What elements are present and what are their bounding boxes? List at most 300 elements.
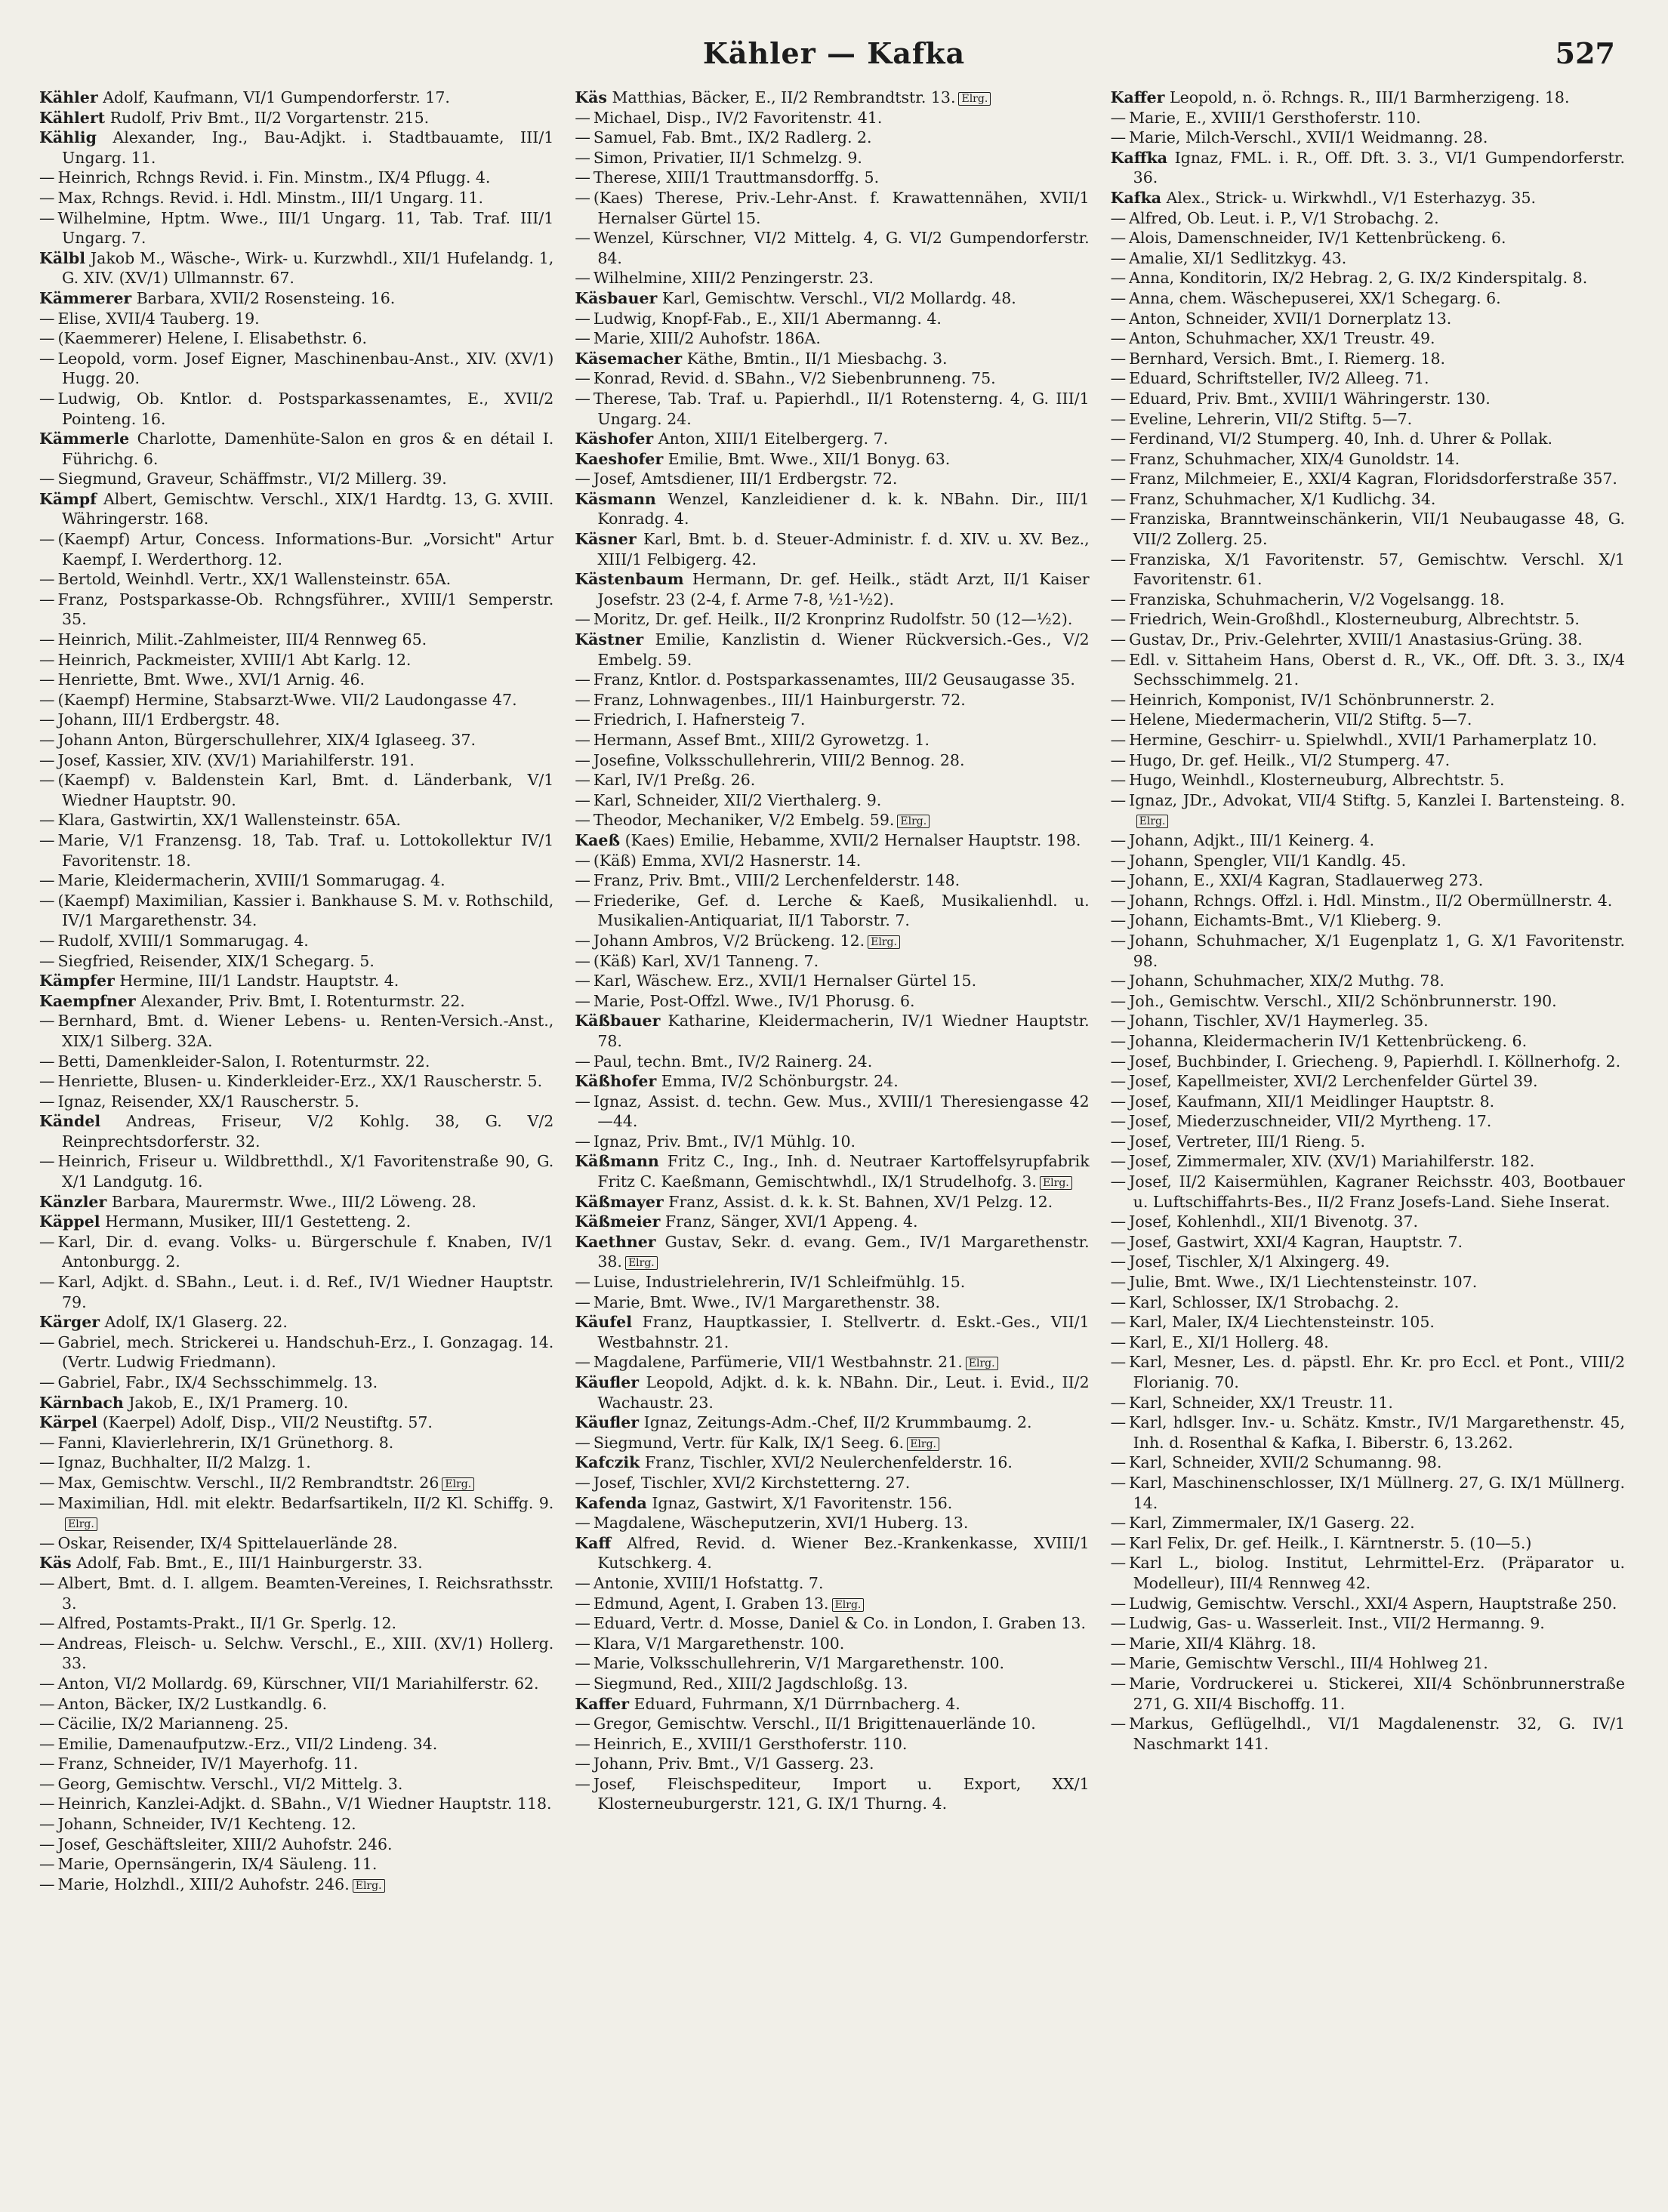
entry-text: Karl L., biolog. Institut, Lehrmittel-Erz. (Präparator u. Modelleur), III/4 Rennweg 42. [1129,1554,1625,1592]
entry-repeat-dash: — [1110,470,1127,488]
directory-entry [575,1573,1089,1594]
entry-repeat-dash: — [39,1433,55,1452]
directory-entry [575,1653,1089,1674]
directory-entry [1111,1252,1625,1272]
entry-text: Anton, VI/2 Mollardg. 69, Kürschner, VII/1 Mariahilferstr. 62. [57,1674,539,1693]
entry-surname: Kästner [575,630,644,649]
entry-repeat-dash: — [1110,1554,1127,1573]
entry-text: Heinrich, E., XVIII/1 Gersthoferstr. 110. [593,1734,908,1753]
entry-repeat-dash: — [39,208,55,227]
entry-text: (Käß) Karl, XV/1 Tanneng. 7. [593,951,819,970]
entry-text: Anton, Schuhmacher, XX/1 Treustr. 49. [1129,329,1435,348]
directory-entry [575,991,1089,1012]
directory-entry [1111,851,1625,871]
directory-entry [1111,1553,1625,1593]
directory-entry [575,1372,1089,1413]
entry-text: Max, Rchngs. Revid. i. Hdl. Minstm., III/1 Ungarg. 11. [57,188,483,207]
entry-text: Josef, Fleischspediteur, Import u. Export, XX/1 Klosterneuburgerstr. 121, G. IX/1 Thurng. 4. [593,1774,1090,1813]
entry-text: Josef, Zimmermaler, XIV. (XV/1) Mariahilferstr. 182. [1129,1152,1535,1171]
entry-text: Ignaz, Buchhalter, II/2 Malzg. 1. [57,1453,311,1472]
entry-text: Ferdinand, VI/2 Stumperg. 40, Inh. d. Uhrer & Pollak. [1129,430,1553,448]
entry-text: Josef, Kohlenhdl., XII/1 Bivenotg. 37. [1129,1212,1419,1231]
entry-surname: Käßbauer [575,1012,661,1031]
entry-repeat-dash: — [575,309,590,328]
entry-text: Karl, E., XI/1 Hollerg. 48. [1129,1332,1329,1351]
entry-text: Jakob, E., IX/1 Pramerg. 10. [128,1393,349,1412]
directory-entry [39,991,553,1012]
entry-repeat-dash: — [1110,128,1127,147]
entry-text: Adolf, Fab. Bmt., E., III/1 Hainburgerstr. 33. [76,1554,423,1573]
directory-entry [39,1011,553,1051]
entry-text: Johann, Eichamts-Bmt., V/1 Klieberg. 9. [1129,911,1442,930]
entry-badge: Elrg. [1040,1176,1072,1190]
directory-entry [1111,349,1625,369]
directory-entry [575,1272,1089,1292]
entry-repeat-dash: — [1110,610,1127,629]
entry-repeat-dash: — [39,750,55,769]
entry-repeat-dash: — [39,168,55,187]
entry-text: Katharine, Kleidermacherin, IV/1 Wiedner Hauptstr. 78. [597,1012,1090,1050]
directory-entry [1111,188,1625,208]
entry-text: Franz, Sänger, XVI/1 Appeng. 4. [664,1212,918,1231]
directory-entry [1111,288,1625,309]
entry-repeat-dash: — [575,329,590,348]
entry-repeat-dash: — [1110,590,1127,608]
entry-text: Johann, Rchngs. Offzl. i. Hdl. Minstm., II/2 Obermüllnerstr. 4. [1129,891,1613,910]
entry-repeat-dash: — [575,389,590,408]
entry-repeat-dash: — [1110,972,1127,990]
entry-text: (Kaes) Therese, Priv.-Lehr-Anst. f. Krawattennähen, XVII/1 Hernalser Gürtel 15. [593,188,1090,227]
entry-text: Hermine, III/1 Landstr. Hauptstr. 4. [119,972,399,990]
directory-entry [39,489,553,529]
entry-repeat-dash: — [575,369,590,388]
entry-repeat-dash: — [1110,369,1127,388]
entry-text: Heinrich, Komponist, IV/1 Schönbrunnerstr. 2. [1129,690,1495,709]
entry-text: Alfred, Ob. Leut. i. P., V/1 Strobachg. 2. [1129,208,1439,227]
directory-entry [1111,1513,1625,1533]
directory-entry [39,931,553,951]
directory-entry [1111,609,1625,630]
entry-text: (Kaempf) Artur, Concess. Informations-Bur. „Vorsicht" Artur Kaempf, I. Werderthorg. 12. [57,530,554,568]
entry-text: Siegmund, Graveur, Schäffmstr., VI/2 Millerg. 39. [57,470,447,488]
entry-text: Josef, Geschäftsleiter, XIII/2 Auhofstr. 246. [57,1835,393,1853]
entry-surname: Kärger [39,1313,100,1332]
entry-text: Wilhelmine, XIII/2 Penzingerstr. 23. [593,269,874,288]
directory-entry [1111,1052,1625,1072]
directory-entry [39,1613,553,1634]
entry-text: Franziska, Schuhmacherin, V/2 Vogelsangg. 18. [1129,590,1505,608]
directory-entry [575,851,1089,871]
entry-repeat-dash: — [575,710,590,729]
entry-text: Ludwig, Gas- u. Wasserleit. Inst., VII/2 Hermanng. 9. [1129,1614,1545,1633]
directory-entry [1111,1714,1625,1754]
entry-repeat-dash: — [39,1232,55,1251]
directory-entry [39,710,553,730]
directory-entry [1111,590,1625,610]
directory-entry [575,1613,1089,1634]
entry-surname: Kaffka [1110,148,1168,167]
directory-entry [575,951,1089,972]
entry-repeat-dash: — [39,1373,55,1391]
entry-text: Karl, IV/1 Preßg. 26. [593,771,756,790]
entry-text: Josefine, Volksschullehrerin, VIII/2 Bennog. 28. [593,750,965,769]
directory-entry [575,1292,1089,1313]
entry-repeat-dash: — [1110,329,1127,348]
entry-repeat-dash: — [575,871,590,890]
entry-surname: Käs [575,88,607,106]
directory-entry [1111,991,1625,1012]
entry-repeat-dash: — [1110,911,1127,930]
entry-text: Eduard, Fuhrmann, X/1 Dürrnbacherg. 4. [634,1694,960,1713]
entry-text: Johann, Schneider, IV/1 Kechteng. 12. [57,1815,356,1834]
directory-entry [39,1835,553,1855]
entry-repeat-dash: — [575,1433,590,1452]
entry-repeat-dash: — [39,670,55,689]
entry-surname: Känzler [39,1192,107,1211]
entry-badge: Elrg. [868,935,900,949]
directory-entry [575,770,1089,790]
entry-text: Charlotte, Damenhüte-Salon en gros & en détail I. Führichg. 6. [62,430,554,468]
entry-repeat-dash: — [575,731,590,749]
directory-entry [575,88,1089,108]
entry-repeat-dash: — [39,590,55,608]
entry-text: Elise, XVII/4 Tauberg. 19. [57,309,260,328]
entry-badge: Elrg. [958,92,991,106]
directory-entry [1111,429,1625,449]
entry-text: Franz, Milchmeier, E., XXI/4 Kagran, Floridsdorferstraße 357. [1129,470,1617,488]
directory-entry [39,770,553,810]
directory-entry [1111,1634,1625,1654]
directory-entry [1111,1111,1625,1132]
entry-repeat-dash: — [575,931,590,950]
directory-entry [1111,730,1625,750]
entry-repeat-dash: — [39,1734,55,1753]
entry-text: Hermann, Assef Bmt., XIII/2 Gyrowetzg. 1. [593,731,930,749]
entry-repeat-dash: — [39,1453,55,1472]
directory-entry [575,750,1089,771]
entry-text: Ludwig, Ob. Kntlor. d. Postsparkassenamtes, E., XVII/2 Pointeng. 16. [57,389,554,428]
entry-repeat-dash: — [1110,1353,1127,1372]
entry-repeat-dash: — [575,790,590,809]
entry-text: Emilie, Damenaufputzw.-Erz., VII/2 Lindeng. 34. [57,1734,438,1753]
directory-entry [575,1132,1089,1152]
entry-surname: Kändel [39,1112,101,1131]
entry-text: Simon, Privatier, II/1 Schmelzg. 9. [593,148,862,167]
entry-repeat-dash: — [39,1674,55,1693]
entry-repeat-dash: — [575,1654,590,1673]
entry-text: Klara, V/1 Margarethenstr. 100. [593,1634,845,1653]
entry-text: Siegfried, Reisender, XIX/1 Schegarg. 5. [57,951,375,970]
entry-text: Karl, Schneider, XVII/2 Schumanng. 98. [1129,1453,1442,1472]
entry-text: Marie, Vordruckerei u. Stickerei, XII/4 Schönbrunnerstraße 271, G. XII/4 Bischoffg. 11. [1129,1674,1625,1713]
directory-entry [39,830,553,870]
directory-entry [39,569,553,590]
entry-text: Rudolf, Priv Bmt., II/2 Vorgartenstr. 215. [109,108,430,127]
entry-text: Karl, Maschinenschlosser, IX/1 Müllnerg. 27, G. IX/1 Müllnerg. 14. [1129,1473,1625,1512]
entry-text: Marie, E., XVIII/1 Gersthoferstr. 110. [1129,108,1421,127]
directory-entry [1111,208,1625,229]
directory-entry [575,489,1089,529]
entry-text: Hermann, Musiker, III/1 Gestetteng. 2. [105,1212,412,1231]
directory-entry [1111,891,1625,911]
entry-text: Ignaz, JDr., Advokat, VII/4 Stiftg. 5, Kanzlei I. Bartensteing. 8. [1129,790,1625,809]
entry-text: Johann, Spengler, VII/1 Kandlg. 45. [1129,851,1407,870]
entry-repeat-dash: — [1110,710,1127,729]
directory-entry [575,569,1089,609]
directory-entry [1111,650,1625,690]
entry-text: Franz, Lohnwagenbes., III/1 Hainburgerstr. 72. [593,690,966,709]
entry-text: Karl, Gemischtw. Verschl., VI/2 Mollardg. 48. [661,288,1016,307]
entry-repeat-dash: — [1110,650,1127,669]
entry-repeat-dash: — [575,670,590,689]
entry-repeat-dash: — [1110,1273,1127,1292]
entry-text: Hugo, Weinhdl., Klosterneuburg, Albrechtstr. 5. [1129,771,1505,790]
entry-repeat-dash: — [1110,871,1127,890]
entry-text: Alex., Strick- u. Wirkwhdl., V/1 Esterhazyg. 35. [1166,188,1537,207]
entry-text: Michael, Disp., IV/2 Favoritenstr. 41. [593,108,883,127]
directory-entry [1111,469,1625,489]
entry-repeat-dash: — [575,1132,590,1151]
directory-entry [1111,1172,1625,1212]
entry-text: Rudolf, XVIII/1 Sommarugag. 4. [57,931,309,950]
entry-repeat-dash: — [575,1092,590,1111]
directory-entry [1111,1653,1625,1674]
directory-entry [575,670,1089,690]
entry-text: Edl. v. Sittaheim Hans, Oberst d. R., VK., Off. Dft. 3. 3., IX/4 Sechsschimmelg. 21. [1129,650,1625,689]
entry-repeat-dash: — [575,750,590,769]
entry-repeat-dash: — [575,1674,590,1693]
directory-entry [39,1533,553,1554]
entry-text: Emma, IV/2 Schönburgstr. 24. [661,1072,899,1091]
entry-repeat-dash: — [575,168,590,187]
entry-text: Therese, Tab. Traf. u. Papierhdl., II/1 Rotensterng. 4, G. III/1 Ungarg. 24. [593,389,1090,428]
directory-entry [39,1694,553,1714]
entry-text: Georg, Gemischtw. Verschl., VI/2 Mittelg. 3. [57,1774,403,1793]
directory-entry [39,1151,553,1191]
entry-repeat-dash: — [39,1092,55,1111]
entry-repeat-dash: — [39,1835,55,1853]
column-middle [575,88,1089,2194]
directory-entry [39,208,553,248]
directory-entry [575,1533,1089,1573]
directory-entry [575,730,1089,750]
directory-entry [39,1553,553,1573]
directory-entry [39,1453,553,1473]
directory-entry [39,1714,553,1734]
directory-entry [39,248,553,288]
entry-text: Eduard, Priv. Bmt., XVIII/1 Währingerstr. 130. [1129,389,1491,408]
directory-entry [1111,931,1625,971]
directory-entry [575,108,1089,128]
directory-entry [575,148,1089,168]
entry-repeat-dash: — [1110,1052,1127,1071]
entry-repeat-dash: — [1110,389,1127,408]
directory-entry [575,1473,1089,1493]
entry-repeat-dash: — [1110,931,1127,950]
entry-surname: Käufel [575,1313,632,1332]
entry-text: Edmund, Agent, I. Graben 13. [593,1594,829,1613]
directory-entry [575,931,1089,951]
directory-entry [1111,870,1625,891]
directory-entry [575,1352,1089,1372]
directory-entry [1111,389,1625,409]
entry-text: Johann Anton, Bürgerschullehrer, XIX/4 Iglaseeg. 37. [57,731,476,749]
directory-entry [575,1071,1089,1092]
entry-text: Amalie, XI/1 Sedlitzkyg. 43. [1129,248,1347,267]
directory-entry [39,1674,553,1694]
directory-entry [39,630,553,650]
entry-repeat-dash: — [1110,1413,1127,1432]
entry-surname: Kämpf [39,489,97,508]
directory-entry [39,168,553,188]
entry-text: (Kaempf) v. Baldenstein Karl, Bmt. d. Länderbank, V/1 Wiedner Hauptstr. 90. [57,771,554,809]
entry-text: Franz, Schneider, IV/1 Mayerhofg. 11. [57,1755,359,1773]
entry-surname: Käufler [575,1373,640,1391]
entry-text: Therese, XIII/1 Trauttmansdorffg. 5. [593,168,880,187]
entry-text: Gabriel, mech. Strickerei u. Handschuh-Erz., I. Gonzagag. 14. (Vertr. Ludwig Friedmann). [57,1332,554,1372]
entry-repeat-dash: — [575,1714,590,1733]
entry-surname: Käßmayer [575,1192,664,1211]
directory-entry [575,1714,1089,1734]
directory-entry [1111,1151,1625,1172]
entry-repeat-dash: — [1110,891,1127,910]
entry-repeat-dash: — [575,1634,590,1653]
entry-text: Magdalene, Wäscheputzerin, XVI/1 Huberg. 13. [593,1514,969,1533]
entry-text: Adolf, Kaufmann, VI/1 Gumpendorferstr. 17. [103,88,450,106]
entry-text: Marie, Opernsängerin, IX/4 Säuleng. 11. [57,1855,378,1874]
entry-repeat-dash: — [1110,1292,1127,1311]
directory-entry [1111,1132,1625,1152]
entry-repeat-dash: — [575,1292,590,1311]
entry-text: Antonie, XVIII/1 Hofstattg. 7. [593,1573,824,1592]
entry-repeat-dash: — [39,470,55,488]
directory-entry [575,1092,1089,1132]
entry-text: Johann, E., XXI/4 Kagran, Stadlauerweg 273. [1129,871,1484,890]
entry-text: Franz, Hauptkassier, I. Stellvertr. d. Eskt.-Ges., VII/1 Westbahnstr. 21. [597,1313,1090,1351]
entry-text: Magdalene, Parfümerie, VII/1 Westbahnstr. 21. [593,1353,963,1372]
entry-text: Heinrich, Rchngs Revid. i. Fin. Minstm., IX/4 Pflugg. 4. [57,168,491,187]
entry-repeat-dash: — [39,891,55,910]
entry-text: Karl, Schneider, XX/1 Treustr. 11. [1129,1393,1393,1412]
entry-text: Hermine, Geschirr- u. Spielwhdl., XVII/1 Parhamerplatz 10. [1129,731,1598,749]
directory-entry [575,288,1089,309]
entry-repeat-dash: — [1110,1031,1127,1050]
entry-repeat-dash: — [575,771,590,790]
entry-repeat-dash: — [1110,288,1127,307]
entry-text: Albert, Gemischtw. Verschl., XIX/1 Hardtg. 13, G. XVIII. Währingerstr. 168. [62,489,554,528]
entry-repeat-dash: — [1110,1514,1127,1533]
directory-entry [575,1513,1089,1533]
directory-entry [575,790,1089,811]
directory-entry [575,830,1089,851]
entry-repeat-dash: — [1110,1634,1127,1653]
entry-text: Marie, XIII/2 Auhofstr. 186A. [593,329,821,348]
directory-entry [1111,309,1625,329]
entry-repeat-dash: — [1110,1614,1127,1633]
directory-entry [39,870,553,891]
entry-repeat-dash: — [575,229,590,248]
directory-entry [575,891,1089,931]
directory-entry [39,288,553,309]
directory-entry [1111,1413,1625,1453]
entry-text: Johann, Priv. Bmt., V/1 Gasserg. 23. [593,1755,874,1773]
directory-entry [39,1473,553,1493]
entry-repeat-dash: — [1110,449,1127,468]
entry-surname: Kafka [1110,188,1162,207]
entry-repeat-dash: — [575,148,590,167]
entry-repeat-dash: — [575,991,590,1010]
directory-entry [39,1875,553,1895]
entry-repeat-dash: — [1110,489,1127,508]
entry-text: Friederike, Gef. d. Lerche & Kaeß, Musikalienhdl. u. Musikalien-Antiquariat, II/1 Taborstr. 7. [593,891,1090,930]
directory-entry [575,1312,1089,1352]
entry-text: Käthe, Bmtin., II/1 Miesbachg. 3. [686,349,948,368]
entry-repeat-dash: — [1110,1393,1127,1412]
directory-entry [575,609,1089,630]
entry-text: Johann, Schuhmacher, XIX/2 Muthg. 78. [1129,972,1444,990]
entry-repeat-dash: — [575,972,590,990]
entry-repeat-dash: — [575,128,590,147]
entry-text: Johann, Adjkt., III/1 Keinerg. 4. [1129,830,1375,849]
entry-text: Karl, Wäschew. Erz., XVII/1 Hernalser Gürtel 15. [593,972,977,990]
directory-entry [39,1111,553,1151]
directory-entry [39,1071,553,1092]
entry-text: Franz, Postsparkasse-Ob. Rchngsführer., XVIII/1 Semperstr. 35. [57,590,554,629]
entry-badge: Elrg. [442,1477,474,1491]
entry-text: Wenzel, Kürschner, VI/2 Mittelg. 4, G. VI/2 Gumpendorferstr. 84. [593,229,1090,267]
entry-repeat-dash: — [39,1493,55,1512]
entry-text: Josef, Gastwirt, XXI/4 Kagran, Hauptstr. 7. [1129,1232,1463,1251]
entry-repeat-dash: — [39,1855,55,1874]
entry-text: Alexander, Priv. Bmt, I. Rotenturmstr. 22. [140,991,465,1010]
directory-entry [39,1854,553,1875]
entry-repeat-dash: — [1110,1674,1127,1693]
directory-entry [1111,1071,1625,1092]
directory-entry [1111,770,1625,790]
entry-surname: Kämpfer [39,972,115,990]
entry-repeat-dash: — [1110,1252,1127,1271]
directory-entry [575,1192,1089,1212]
entry-repeat-dash: — [39,690,55,709]
entry-text: Gustav, Sekr. d. evang. Gem., IV/1 Margarethenstr. 38. [597,1232,1090,1271]
entry-text: (Kaemmerer) Helene, I. Elisabethstr. 6. [57,329,368,348]
entry-text: Wilhelmine, Hptm. Wwe., III/1 Ungarg. 11, Tab. Traf. III/1 Ungarg. 7. [57,208,554,248]
entry-repeat-dash: — [575,188,590,207]
entry-surname: Kählig [39,128,97,147]
directory-entry [1111,1473,1625,1513]
entry-repeat-dash: — [1110,550,1127,568]
directory-entry [1111,910,1625,931]
entry-text: Marie, Holzhdl., XIII/2 Auhofstr. 246. [57,1875,350,1893]
entry-repeat-dash: — [39,570,55,589]
directory-entry [39,88,553,108]
entry-text: Barbara, XVII/2 Rosensteing. 16. [136,288,396,307]
directory-entry [575,1151,1089,1191]
directory-entry [1111,509,1625,549]
entry-text: Johann Ambros, V/2 Brückeng. 12. [593,931,865,950]
entry-repeat-dash: — [1110,1112,1127,1131]
entry-repeat-dash: — [1110,1152,1127,1171]
entry-text: Josef, Amtsdiener, III/1 Erdbergstr. 72. [593,470,898,488]
entry-text: Henriette, Bmt. Wwe., XVI/1 Arnig. 46. [57,670,365,689]
entry-text: Bernhard, Versich. Bmt., I. Riemerg. 18. [1129,349,1446,368]
entry-text: Karl, Maler, IX/4 Liechtensteinstr. 105. [1129,1313,1435,1332]
entry-repeat-dash: — [39,329,55,348]
directory-entry [39,1092,553,1112]
directory-entry [1111,1031,1625,1052]
entry-badge: Elrg. [832,1598,865,1612]
entry-repeat-dash: — [39,771,55,790]
